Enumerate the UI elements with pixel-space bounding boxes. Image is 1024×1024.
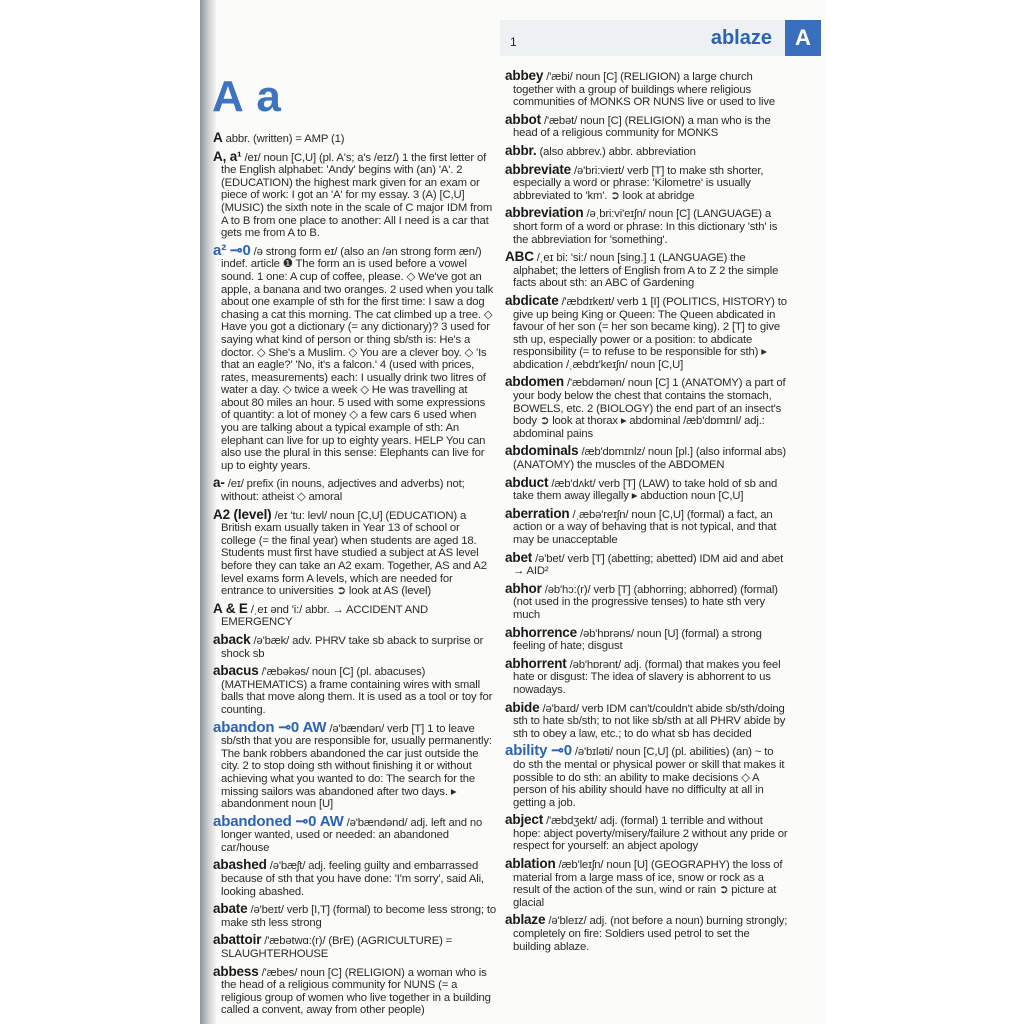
entry-headword: abashed bbox=[213, 857, 267, 873]
dictionary-entry bbox=[505, 474, 788, 503]
dictionary-entry bbox=[505, 624, 788, 653]
dictionary-entry bbox=[505, 742, 788, 809]
entry-definition: /æb'dʌkt/ verb [T] (LAW) to take hold of sb and take them away illegally ▸ abduction noun [C,U] bbox=[513, 477, 778, 503]
entry-definition: /'æbəkəs/ noun [C] (pl. abacuses) (MATHEMATICS) a frame containing wires with small balls that move along them. It is used as a tool or toy for counting. bbox=[221, 666, 493, 716]
entry-headword: abdominals bbox=[505, 443, 579, 459]
entry-definition: /əˌbri:vi'eɪʃn/ noun [C] (LANGUAGE) a short form of a word or phrase: In this dictionary 'sth' is the abbreviation for 'something'. bbox=[513, 208, 778, 246]
entry-headword: abhor bbox=[505, 580, 542, 596]
dictionary-entry bbox=[213, 859, 496, 898]
dictionary-entry bbox=[505, 505, 788, 547]
entry-definition: /ə strong form eɪ/ (also an /ən strong form æn/) indef. article ❶ The form an is used before a vowel sound. 1 one: A cup of coffee, please. ◇ We've got an apple, a banana and two oranges. 2 used when you talk about one example of sth for the first time: I saw a dog chasing a cat this morning. The cat climbed up a tree. ◇ Have you got a dictionary (= any dictionary)? 3 used for saying what kind of person or thing sb/sth is: He's a doctor. ◇ She's a Muslim. ◇ You are a clever boy. ◇ 'Is that an eagle?' 'No, it's a falcon.' 4 (used with prices, rates, measurements) each: I usually drink two litres of water a day. ◇ twice a week ◇ He was travelling at about 80 miles an hour. 5 used with some expressions of quantity: a lot of money ◇ a few cars 6 used when you are talking about a typical example of sth: An elephant can live for up to eighty years. HELP You can also use the plural in this sense: Elephants can live for up to eighty years. bbox=[221, 245, 494, 472]
entry-headword: abide bbox=[505, 699, 540, 715]
dictionary-entry bbox=[213, 963, 496, 1017]
entry-definition: /ə'bæʃt/ adj. feeling guilty and embarrassed because of sth that you have done: 'I'm sorry', said Ali, looking abashed. bbox=[221, 860, 484, 898]
entry-definition: /'æbdʒekt/ adj. (formal) 1 terrible and without hope: abject poverty/misery/failure 2 without any pride or respect for yourself: an abject apology bbox=[513, 815, 788, 853]
entry-definition: /ə'bændənd/ adj. left and no longer wanted, used or needed: an abandoned car/house bbox=[221, 816, 483, 854]
entry-definition: /eɪ/ prefix (in nouns, adjectives and adverbs) not; without: atheist ◇ amoral bbox=[221, 478, 465, 504]
entry-definition: (also abbrev.) abbr. abbreviation bbox=[536, 145, 696, 158]
entry-definition: /ˌeɪ ənd 'i:/ abbr. → ACCIDENT AND EMERGENCY bbox=[221, 603, 429, 629]
dictionary-entry bbox=[213, 132, 496, 146]
entry-definition: abbr. (written) = AMP (1) bbox=[222, 133, 345, 145]
entry-definition: /ə'beɪt/ verb [I,T] (formal) to become less strong; to make sth less strong bbox=[221, 904, 496, 929]
entry-headword: ablation bbox=[505, 856, 556, 872]
entry-definition: /'æbi/ noun [C] (RELIGION) a large church together with a group of buildings where religious communities of MONKS OR NUNS live or used to live bbox=[513, 71, 775, 109]
entry-headword: a- bbox=[213, 475, 225, 491]
entry-headword: abduct bbox=[505, 474, 549, 490]
entry-headword: aback bbox=[213, 631, 251, 647]
entry-definition: /ə'baɪd/ verb IDM can't/couldn't abide sb/sth/doing sth to hate sb/sth; to not like sb/sth at all PHRV abide by sth to obey a law, etc.; to do what sb has decided bbox=[513, 702, 786, 740]
dictionary-entry bbox=[505, 292, 788, 372]
entry-headword: abdomen bbox=[505, 374, 564, 390]
dictionary-entry bbox=[505, 207, 788, 246]
entry-definition: /ˌæbə'reɪʃn/ noun [C,U] (formal) a fact, an action or a way of behaving that is not typical, and that may be unacceptable bbox=[513, 508, 777, 546]
entry-headword: a² ⊸0 bbox=[213, 241, 251, 259]
entry-definition: /'æbes/ noun [C] (RELIGION) a woman who is the head of a religious community for NUNS (= a religious group of women who live together in a building called a convent, away from other people) bbox=[221, 966, 491, 1017]
dictionary-entry bbox=[505, 111, 788, 140]
entry-definition: /'æbdɪkeɪt/ verb 1 [I] (POLITICS, HISTORY) to give up being King or Queen: The Queen abdicated in favour of her son (= her son became king). 2 [T] to give sth up, especially power or a position: to abdicate responsibility (= to refuse to be responsible for sth) ▸ abdication /ˌæbdɪ'keɪʃn/ noun [C,U] bbox=[513, 295, 787, 371]
dictionary-entry bbox=[505, 858, 788, 909]
dictionary-entry bbox=[213, 718, 496, 811]
entry-definition: /ə'bændən/ verb [T] 1 to leave sb/sth that you are responsible for, usually permanently: The bank robbers abandoned the car just outside the city. 2 to stop doing sth without finishing it or without achieving what you wanted to do: The search for the missing sailors was abandoned after two days. ▸ abandonment noun [U] bbox=[221, 722, 492, 811]
entry-headword: A2 (level) bbox=[213, 506, 272, 522]
entry-headword: abhorrent bbox=[505, 655, 567, 671]
entry-headword: abacus bbox=[213, 663, 259, 679]
entry-definition: /ˌeɪ bi: 'si:/ noun [sing.] 1 (LANGUAGE) the alphabet; the letters of English from A to Z 2 the simple facts about sth: an ABC of Gardening bbox=[513, 252, 779, 290]
dictionary-entry bbox=[505, 580, 788, 622]
entry-definition: /æb'dɒmɪnlz/ noun [pl.] (also informal abs) (ANATOMY) the muscles of the ABDOMEN bbox=[513, 446, 786, 472]
entry-definition: /ə'bri:vieɪt/ verb [T] to make sth shorter, especially a word or phrase: 'Kilometre' is usually abbreviated to 'km'. ➲ look at abridge bbox=[513, 164, 764, 202]
dictionary-entry bbox=[213, 812, 496, 855]
dictionary-entry bbox=[505, 655, 788, 697]
entry-definition: /ə'bet/ verb [T] (abetting; abetted) IDM aid and abet → AID² bbox=[513, 552, 784, 578]
entry-headword: abhorrence bbox=[505, 624, 578, 640]
entry-definition: /əb'hɒrəns/ noun [U] (formal) a strong feeling of hate; disgust bbox=[513, 627, 762, 653]
dictionary-entry bbox=[213, 148, 496, 240]
dictionary-entry bbox=[213, 934, 496, 960]
entry-headword: abbot bbox=[505, 111, 541, 127]
entry-headword: ability ⊸0 bbox=[505, 742, 572, 760]
entry-headword: A & E bbox=[213, 600, 248, 616]
dictionary-entry bbox=[505, 142, 788, 159]
entry-headword: ablaze bbox=[505, 912, 546, 928]
dictionary-entry bbox=[505, 445, 788, 471]
guide-word: ablaze bbox=[710, 27, 772, 49]
entry-headword: abject bbox=[505, 812, 544, 828]
entry-headword: abattoir bbox=[213, 932, 262, 948]
dictionary-entry bbox=[505, 549, 788, 578]
entry-definition: /ə'bæk/ adv. PHRV take sb aback to surprise or shock sb bbox=[221, 634, 484, 660]
entry-headword: abbreviate bbox=[505, 161, 572, 177]
entry-definition: /eɪ/ noun [C,U] (pl. A's; a's /eɪz/) 1 the first letter of the English alphabet: 'Andy' begins with (an) 'A'. 2 (EDUCATION) the highest mark given for an exam or piece of work: I got an 'A' for my essay. 3 (A) [C,U] (MUSIC) the sixth note in the scale of C major IDM from A to B from one place to another: All I need is a car that gets me from A to B. bbox=[221, 151, 493, 240]
entry-definition: /'æbdəmən/ noun [C] 1 (ANATOMY) a part of your body below the chest that contains the stomach, BOWELS, etc. 2 (BIOLOGY) the end part of an insect's body ➲ look at thorax ▸ abdominal /æb'dɒmɪnl/ adj.: abdominal pains bbox=[513, 377, 786, 440]
entry-headword: ABC bbox=[505, 249, 534, 265]
right-column bbox=[505, 70, 788, 958]
entry-definition: /ə'bɪləti/ noun [C,U] (pl. abilities) (an) ~ to do sth the mental or physical power or skill that makes it possible to do sth: an ability to make decisions ◇ A person of his ability should have no difficulty at all in getting a job. bbox=[513, 746, 785, 809]
dictionary-entry bbox=[505, 814, 788, 853]
entry-headword: abbr. bbox=[505, 142, 537, 158]
dictionary-entry bbox=[505, 161, 788, 203]
entry-headword: abandon ⊸0 AW bbox=[213, 718, 327, 736]
dictionary-entry bbox=[213, 665, 496, 716]
entry-headword: abbess bbox=[213, 963, 259, 979]
dictionary-entry bbox=[213, 241, 496, 473]
entry-headword: abdicate bbox=[505, 292, 559, 308]
dictionary-entry bbox=[505, 699, 788, 741]
entry-headword: abbey bbox=[505, 68, 544, 83]
entry-headword: abandoned ⊸0 AW bbox=[213, 812, 344, 830]
entry-definition: /ə'bleɪz/ adj. (not before a noun) burning strongly; completely on fire: Soldiers used petrol to set the building ablaze. bbox=[513, 915, 788, 953]
entry-definition: /eɪ 'tu: levl/ noun [C,U] (EDUCATION) a British exam usually taken in Year 13 of school or college (= the final year) when students are aged 18. Students must first have studied a subject at AS level before they can take an A2 exam. Together, AS and A2 level exams form A levels, which are needed for entrance to universities ➲ look at AS (level) bbox=[221, 509, 487, 598]
entry-definition: /əb'hɔ:(r)/ verb [T] (abhorring; abhorred) (formal) (not used in the progressive tenses) to hate sth very much bbox=[513, 583, 778, 621]
dictionary-entry bbox=[213, 631, 496, 660]
entry-headword: abet bbox=[505, 549, 533, 565]
dictionary-entry bbox=[505, 914, 788, 953]
entry-definition: /'æbətwɑ:(r)/ (BrE) (AGRICULTURE) = SLAUGHTERHOUSE bbox=[221, 935, 453, 961]
letter-thumb-tab: A bbox=[785, 20, 821, 56]
entry-headword: abate bbox=[213, 901, 248, 917]
page-number: 1 bbox=[510, 35, 517, 49]
dictionary-entry bbox=[505, 376, 788, 440]
entry-definition: /əb'hɒrənt/ adj. (formal) that makes you feel hate or disgust: The idea of slavery is abhorrent to us nowadays. bbox=[513, 658, 781, 696]
section-letter-heading: A a bbox=[212, 72, 282, 121]
dictionary-entry bbox=[213, 903, 496, 929]
dictionary-entry bbox=[213, 600, 496, 629]
dictionary-entry bbox=[213, 506, 496, 598]
dictionary-entry bbox=[505, 251, 788, 290]
entry-definition: /'æbət/ noun [C] (RELIGION) a man who is the head of a religious community for MONKS bbox=[513, 114, 771, 140]
entry-headword: A, a¹ bbox=[213, 148, 242, 164]
dictionary-entry bbox=[213, 477, 496, 503]
dictionary-entry bbox=[505, 70, 788, 109]
entry-headword: aberration bbox=[505, 505, 570, 521]
entry-headword: A bbox=[213, 130, 223, 145]
entry-definition: /æb'leɪʃn/ noun [U] (GEOGRAPHY) the loss of material from a large mass of ice, snow or rock as a result of the action of the sun, wind or rain ➲ picture at glacial bbox=[513, 859, 783, 909]
entry-headword: abbreviation bbox=[505, 205, 584, 221]
left-column bbox=[213, 132, 496, 1022]
